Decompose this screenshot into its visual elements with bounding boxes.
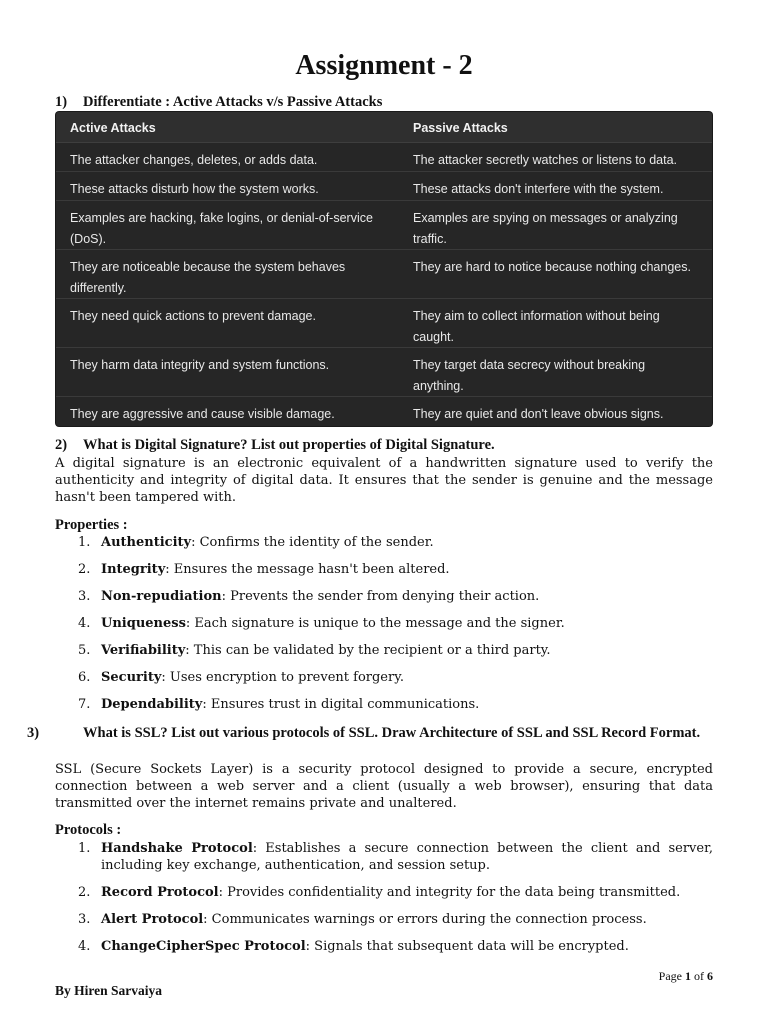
page-title: Assignment - 2 bbox=[295, 50, 473, 81]
list-number: 4. bbox=[78, 616, 91, 631]
table-row bbox=[56, 348, 712, 397]
property-desc: : This can be validated by the recipient or a third party. bbox=[185, 643, 551, 658]
table-cell: The attacker secretly watches or listens to data. bbox=[413, 153, 678, 167]
property-desc: : Ensures the message hasn't been altered. bbox=[165, 562, 450, 577]
question-number: 3) bbox=[27, 725, 40, 741]
property-desc: : Each signature is unique to the message and the signer. bbox=[185, 616, 565, 631]
author-footer: By Hiren Sarvaiya bbox=[55, 983, 163, 998]
protocol-desc: : Establishes a secure connection between the client and server, including key exchange, authentication, and session setup. bbox=[101, 841, 713, 873]
property-term: Verifiability bbox=[101, 643, 186, 658]
protocol-term: Record Protocol bbox=[101, 885, 219, 900]
table-row bbox=[56, 172, 712, 201]
question-text: What is SSL? List out various protocols of SSL. Draw Architecture of SSL and SSL Record Format. bbox=[83, 725, 701, 741]
table-cell: These attacks don't interfere with the system. bbox=[413, 182, 664, 196]
table-cell: They aim to collect information without being caught. bbox=[413, 309, 660, 344]
table-cell: Examples are hacking, fake logins, or denial-of-service (DoS). bbox=[70, 211, 373, 246]
ssl-description: SSL (Secure Sockets Layer) is a security protocol designed to provide a secure, encrypted connection between a web server and a client (usually a web browser), ensuring that data transmitted over the internet remains private and unaltered. bbox=[55, 762, 713, 811]
question-number: 1) bbox=[55, 94, 68, 110]
table-cell: They are noticeable because the system behaves differently. bbox=[70, 260, 346, 295]
list-number: 7. bbox=[78, 697, 91, 712]
page-prefix: Page bbox=[658, 969, 685, 983]
table-cell: These attacks disturb how the system works. bbox=[70, 182, 319, 196]
protocols-label: Protocols : bbox=[55, 822, 122, 838]
list-number: 1. bbox=[78, 841, 91, 856]
list-number: 4. bbox=[78, 939, 91, 954]
table-header bbox=[56, 112, 712, 143]
property-desc: : Uses encryption to prevent forgery. bbox=[161, 670, 404, 685]
column-header-active: Active Attacks bbox=[70, 121, 156, 135]
table-cell: Examples are spying on messages or analyzing traffic. bbox=[413, 211, 678, 246]
property-desc: : Ensures trust in digital communications. bbox=[202, 697, 480, 712]
question-text: Differentiate : Active Attacks v/s Passive Attacks bbox=[83, 94, 383, 110]
list-number: 3. bbox=[78, 912, 91, 927]
table-cell: They are hard to notice because nothing changes. bbox=[413, 260, 691, 274]
property-term: Authenticity bbox=[101, 535, 192, 550]
table-row bbox=[56, 201, 712, 250]
list-number: 3. bbox=[78, 589, 91, 604]
question-1-heading bbox=[55, 93, 713, 111]
table-cell: They target data secrecy without breaking anything. bbox=[413, 358, 646, 393]
protocol-desc: : Communicates warnings or errors during the connection process. bbox=[203, 912, 647, 927]
digital-signature-description: A digital signature is an electronic equivalent of a handwritten signature used to verify the authenticity and integrity of digital data. It ensures that the sender is genuine and the message hasn't been tampered with. bbox=[55, 456, 713, 505]
protocol-desc: : Signals that subsequent data will be encrypted. bbox=[305, 939, 629, 954]
table-row bbox=[56, 250, 712, 299]
property-term: Uniqueness bbox=[101, 616, 186, 631]
list-number: 1. bbox=[78, 535, 91, 550]
property-term: Dependability bbox=[101, 697, 203, 712]
column-header-passive: Passive Attacks bbox=[413, 121, 508, 135]
table-cell: They harm data integrity and system functions. bbox=[70, 358, 330, 372]
list-number: 2. bbox=[78, 562, 91, 577]
property-term: Security bbox=[101, 670, 162, 685]
table-cell: The attacker changes, deletes, or adds data. bbox=[70, 153, 318, 167]
page-current: 1 bbox=[685, 969, 691, 983]
attacks-comparison-table bbox=[56, 112, 712, 426]
question-text: What is Digital Signature? List out properties of Digital Signature. bbox=[83, 437, 495, 453]
table-cell: They need quick actions to prevent damage. bbox=[70, 309, 316, 323]
property-term: Non-repudiation bbox=[101, 589, 222, 604]
question-number: 2) bbox=[55, 437, 68, 453]
page-total: 6 bbox=[707, 969, 713, 983]
question-3-heading bbox=[27, 724, 713, 742]
property-desc: : Confirms the identity of the sender. bbox=[191, 535, 434, 550]
list-number: 5. bbox=[78, 643, 91, 658]
table-cell: They are aggressive and cause visible damage. bbox=[70, 407, 335, 421]
question-2-heading bbox=[55, 436, 713, 454]
table-cell: They are quiet and don't leave obvious signs. bbox=[413, 407, 664, 421]
table-row bbox=[56, 143, 712, 172]
protocol-term: Handshake Protocol bbox=[101, 841, 253, 856]
protocol-term: Alert Protocol bbox=[101, 912, 204, 927]
protocol-desc: : Provides confidentiality and integrity for the data being transmitted. bbox=[218, 885, 681, 900]
list-number: 2. bbox=[78, 885, 91, 900]
page-number bbox=[659, 969, 713, 984]
page-mid: of bbox=[691, 969, 707, 983]
table-row bbox=[56, 397, 712, 426]
properties-label: Properties : bbox=[55, 517, 128, 533]
table-row bbox=[56, 299, 712, 348]
list-number: 6. bbox=[78, 670, 91, 685]
protocol-term: ChangeCipherSpec Protocol bbox=[101, 939, 306, 954]
property-desc: : Prevents the sender from denying their action. bbox=[221, 589, 540, 604]
property-term: Integrity bbox=[101, 562, 166, 577]
